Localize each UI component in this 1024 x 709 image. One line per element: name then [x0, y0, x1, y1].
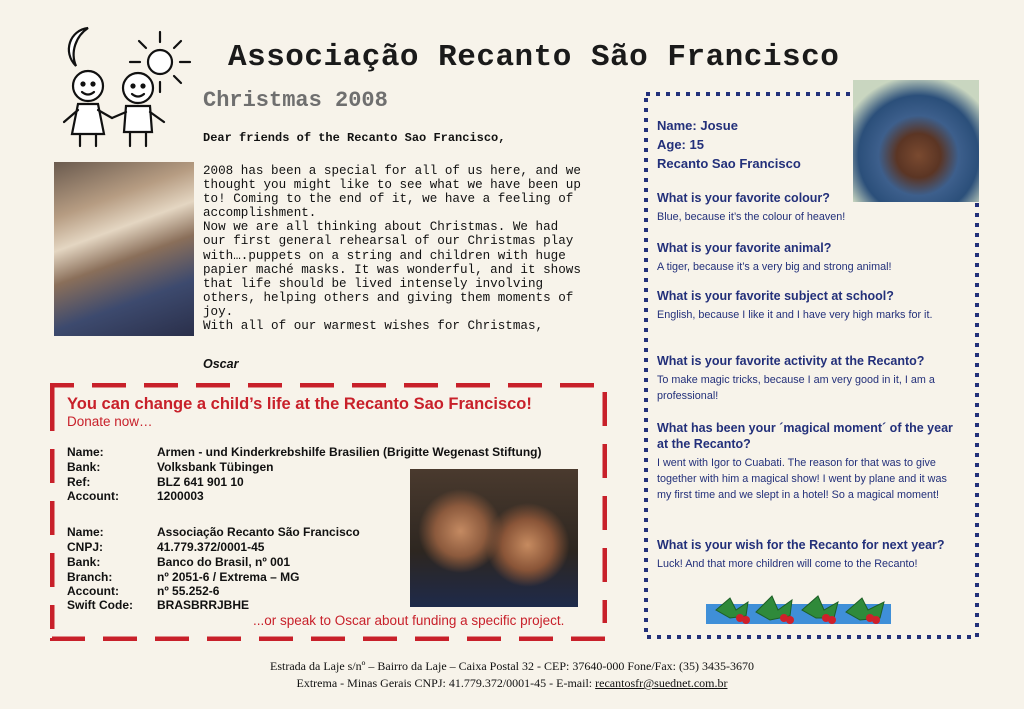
profile-name: Name: Josue	[657, 118, 738, 133]
answer: English, because I like it and I have very high marks for it.	[657, 309, 933, 321]
question: What has been your ´magical moment´ of the year at the Recanto?	[657, 421, 953, 451]
page-subtitle: Christmas 2008	[203, 88, 388, 113]
answer: Blue, because it’s the colour of heaven!	[657, 211, 846, 223]
photo-two-girls	[410, 469, 578, 607]
letter-paragraph: With all of our warmest wishes for Christmas,	[203, 319, 544, 334]
question: What is your favorite subject at school?	[657, 289, 894, 303]
bank-value: nº 2051-6 / Extrema – MG	[157, 570, 300, 584]
answer: A tiger, because it’s a very big and strong animal!	[657, 261, 892, 273]
footer-contact	[0, 676, 1024, 691]
profile-age: Age: 15	[657, 137, 704, 152]
answer: Luck! And that more children will come to the Recanto!	[657, 558, 918, 570]
bank-value: Volksbank Tübingen	[157, 460, 274, 474]
photo-oscar-with-children	[54, 162, 194, 336]
logo-drawing	[50, 22, 200, 152]
bank-label: Ref:	[67, 475, 91, 489]
qa-item	[657, 190, 962, 225]
moon-icon	[69, 28, 88, 66]
qa-item	[657, 537, 962, 572]
bank-value: BLZ 641 901 10	[157, 475, 244, 489]
page-title: Associação Recanto São Francisco	[228, 40, 840, 75]
letter-paragraph: Now we are all thinking about Christmas. We had our first general rehearsal of our Christmas play with….puppets on a string and children with huge papier maché masks. It was wonderful, and it shows that life should be lived intensely involving others, helping others and giving them moments of joy.	[203, 220, 581, 319]
letter-paragraph: 2008 has been a special for all of us here, and we thought you might like to see what we have been up to! Coming to the end of it, we have a feeling of accomplishment.	[203, 164, 581, 221]
email-link[interactable]: recantosfr@suednet.com.br	[595, 676, 728, 690]
photo-josue	[853, 80, 979, 202]
bank-value: Banco do Brasil, nº 001	[157, 555, 291, 569]
child-right-icon	[112, 73, 164, 146]
question: What is your favorite animal?	[657, 241, 832, 255]
letter-salutation: Dear friends of the Recanto Sao Francisco,	[203, 131, 506, 145]
bank-label: Bank:	[67, 555, 101, 569]
profile-place: Recanto Sao Francisco	[657, 156, 801, 171]
bank-label: Account:	[67, 584, 119, 598]
holly-decoration-icon	[706, 588, 891, 628]
bank-label: Swift Code:	[67, 598, 133, 612]
qa-item	[657, 240, 962, 275]
bank-value: BRASBRRJBHE	[157, 598, 250, 612]
question: What is your wish for the Recanto for next year?	[657, 538, 945, 552]
bank-value: Armen - und Kinderkrebshilfe Brasilien (Brigitte Wegenast Stiftung)	[157, 445, 542, 459]
bank-value: 1200003	[157, 489, 204, 503]
qa-item	[657, 420, 962, 503]
question: What is your favorite activity at the Recanto?	[657, 354, 925, 368]
interview-profile	[657, 116, 801, 173]
answer: To make magic tricks, because I am very good in it, I am a professional!	[657, 374, 935, 402]
bank-value: Associação Recanto São Francisco	[157, 525, 360, 539]
bank-value: nº 55.252-6	[157, 584, 220, 598]
bank-label: Name:	[67, 445, 104, 459]
donation-heading: You can change a child’s life at the Recanto Sao Francisco!	[67, 395, 532, 413]
bank-label: Name:	[67, 525, 104, 539]
footer-contact-text: Extrema - Minas Gerais CNPJ: 41.779.372/0001-45 - E-mail:	[296, 676, 596, 690]
bank-label: Branch:	[67, 570, 113, 584]
bank-label: CNPJ:	[67, 540, 104, 554]
donation-footer: ...or speak to Oscar about funding a specific project.	[253, 613, 565, 628]
question: What is your favorite colour?	[657, 191, 830, 205]
footer-address: Estrada da Laje s/nº – Bairro da Laje – Caixa Postal 32 - CEP: 37640-000 Fone/Fax: (35) 3435-3670	[270, 659, 754, 673]
bank-value: 41.779.372/0001-45	[157, 540, 265, 554]
qa-item	[657, 353, 962, 404]
letter-signature: Oscar	[203, 357, 239, 371]
answer: I went with Igor to Cuabati. The reason for that was to give together with him a magical show! I went by plane and it was my first time and we slept in a hotel! So a magical moment!	[657, 457, 947, 501]
child-left-icon	[64, 71, 112, 146]
letter-body	[203, 164, 633, 333]
qa-item	[657, 288, 962, 323]
bank-label: Account:	[67, 489, 119, 503]
bank-label: Bank:	[67, 460, 101, 474]
donation-subheading: Donate now…	[67, 414, 153, 429]
